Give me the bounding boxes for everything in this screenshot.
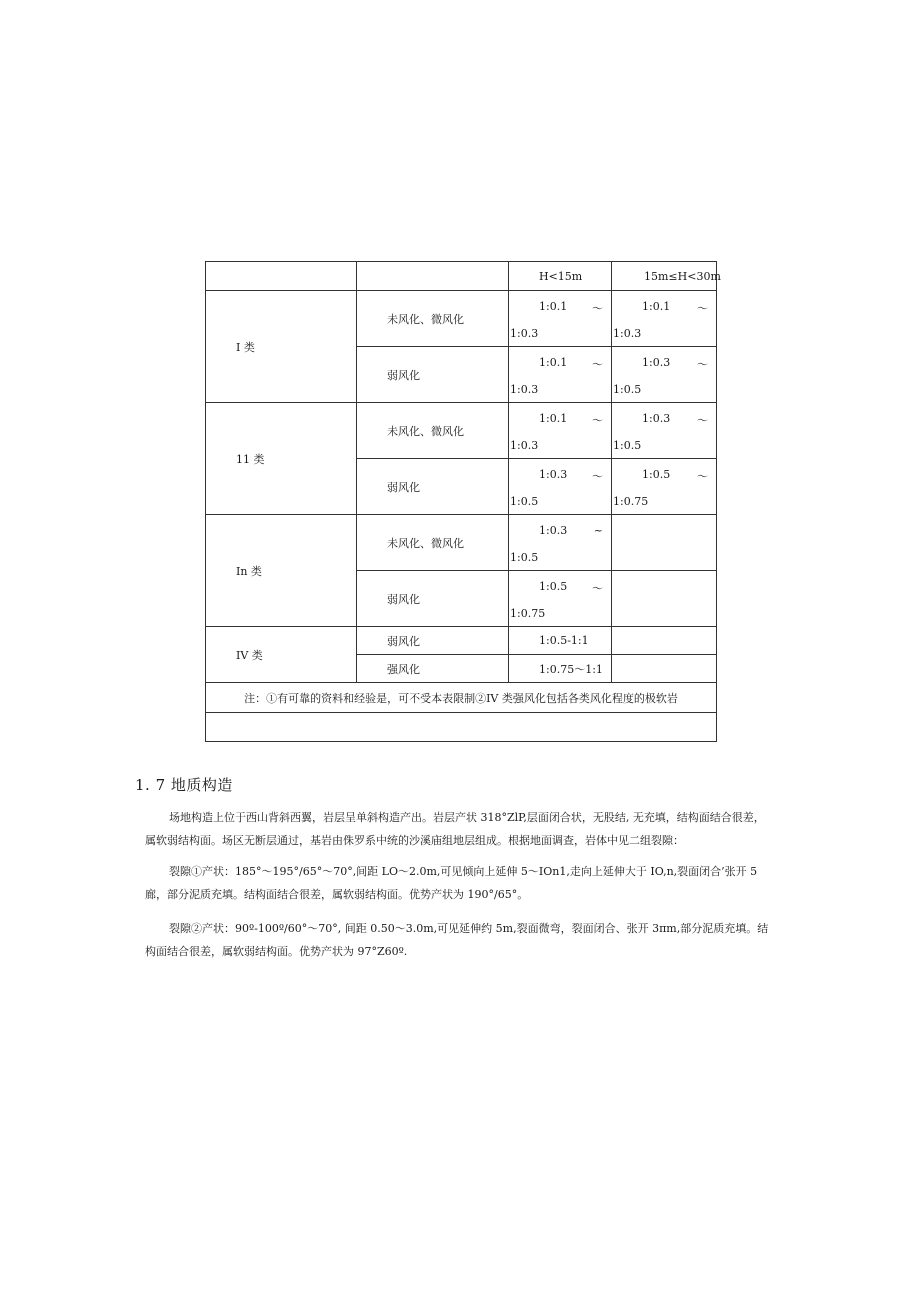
ratio-bottom: 1:0.3: [613, 327, 642, 340]
table-header-row: [206, 262, 717, 291]
weathering-cell: 强风化: [357, 655, 509, 683]
weathering-cell: 弱风化: [357, 347, 509, 403]
table-row: [206, 627, 717, 655]
ratio-tilde: ～: [592, 302, 603, 315]
rock-class-cell: In 类: [206, 515, 357, 627]
ratio-top: 1:0.1: [539, 412, 568, 425]
note-row: [206, 683, 717, 713]
ratio-top: 1:0.3: [539, 524, 568, 537]
paragraph: 场地构造上位于西山背斜西翼，岩层呈单斜构造产出。岩层产状 318°ZlP,层面闭合状，无股结, 无充填，结构面结合很差，属软弱结构面。场区无断层通过，基岩由侏罗系中统的沙溪庙组地层组成。根据地面调查，岩体中见二组裂隙：: [145, 811, 765, 847]
empty-cell: [612, 655, 717, 683]
weathering-cell: 弱风化: [357, 571, 509, 627]
ratio-top: 1:0.1: [642, 300, 671, 313]
weathering-cell: 弱风化: [357, 627, 509, 655]
ratio-top: 1:0.3: [642, 412, 671, 425]
weathering-cell: 未风化、微风化: [357, 403, 509, 459]
ratio-cell: [509, 459, 612, 515]
ratio-cell: 1:0.75～1:1: [509, 655, 612, 683]
table-row: [206, 403, 717, 459]
ratio-cell: [509, 403, 612, 459]
ratio-bottom: 1:0.5: [510, 551, 539, 564]
ratio-tilde: ～: [697, 302, 708, 315]
rock-class-cell: 11 类: [206, 403, 357, 515]
ratio-bottom: 1:0.3: [510, 383, 539, 396]
ratio-cell: [509, 571, 612, 627]
paragraph: 裂隙①产状：185°～195°/65°～70°,间距 LO～2.0m,可见倾向上延伸 5～IOn1,走向上延伸大于 IO,n,裂面闭合’张开 5 廊，部分泥质充填。结构面结合很差，属软弱结构面。优势产状为 190°/65°。: [145, 865, 758, 901]
ratio-tilde: ～: [592, 582, 603, 595]
ratio-top: 1:0.1: [539, 300, 568, 313]
blank-row: [206, 713, 717, 742]
ratio-tilde: ～: [697, 358, 708, 371]
section-title: 1. 7 地质构造: [135, 776, 233, 794]
header-cell-class: [206, 262, 357, 291]
empty-cell: [612, 571, 717, 627]
ratio-tilde: ～: [592, 470, 603, 483]
weathering-cell: 弱风化: [357, 459, 509, 515]
empty-cell: [206, 713, 717, 742]
table-note: 注：①有可靠的资料和经验是，可不受本表限制②IV 类强风化包括各类风化程度的极软岩: [206, 683, 717, 713]
ratio-bottom: 1:0.5: [510, 495, 539, 508]
ratio-top: 1:0.3: [642, 356, 671, 369]
ratio-cell: [612, 347, 717, 403]
weathering-cell: 未风化、微风化: [357, 515, 509, 571]
ratio-bottom: 1:0.3: [510, 439, 539, 452]
rock-class-cell: IV 类: [206, 627, 357, 683]
ratio-tilde: ～: [697, 470, 708, 483]
empty-cell: [612, 627, 717, 655]
ratio-cell: [612, 459, 717, 515]
ratio-bottom: 1:0.5: [613, 383, 642, 396]
rock-class-cell: I 类: [206, 291, 357, 403]
ratio-tilde: ～: [697, 414, 708, 427]
ratio-cell: [612, 403, 717, 459]
header-cell-h-lt-15: H<15m: [509, 262, 612, 291]
ratio-tilde: ～: [592, 358, 603, 371]
ratio-bottom: 1:0.3: [510, 327, 539, 340]
ratio-cell: [509, 347, 612, 403]
ratio-top: 1:0.3: [539, 468, 568, 481]
ratio-cell: [612, 291, 717, 347]
ratio-top: 1:0.5: [642, 468, 671, 481]
ratio-bottom: 1:0.75: [510, 607, 546, 620]
ratio-cell: [509, 291, 612, 347]
ratio-cell: 1:0.5-1:1: [509, 627, 612, 655]
empty-cell: [612, 515, 717, 571]
ratio-bottom: 1:0.5: [613, 439, 642, 452]
weathering-cell: 未风化、微风化: [357, 291, 509, 347]
ratio-top: 1:0.1: [539, 356, 568, 369]
slope-ratio-table: [205, 261, 721, 742]
header-cell-weathering: [357, 262, 509, 291]
header-cell-h-15-30: 15m≤H<30m: [612, 262, 717, 291]
ratio-top: 1:0.5: [539, 580, 568, 593]
ratio-cell: [509, 515, 612, 571]
ratio-tilde: ~: [593, 524, 603, 537]
ratio-bottom: 1:0.75: [613, 495, 649, 508]
table-row: [206, 515, 717, 571]
table-row: [206, 291, 717, 347]
paragraph: 裂隙②产状：90º-100º/60°～70°, 间距 0.50～3.0m,可见延伸约 5m,裂面微弯，裂面闭合、张开 3πm,部分泥质充填。结构面结合很差，属软弱结构面。优势产状为 97°Z60º.: [145, 922, 769, 958]
ratio-tilde: ～: [592, 414, 603, 427]
